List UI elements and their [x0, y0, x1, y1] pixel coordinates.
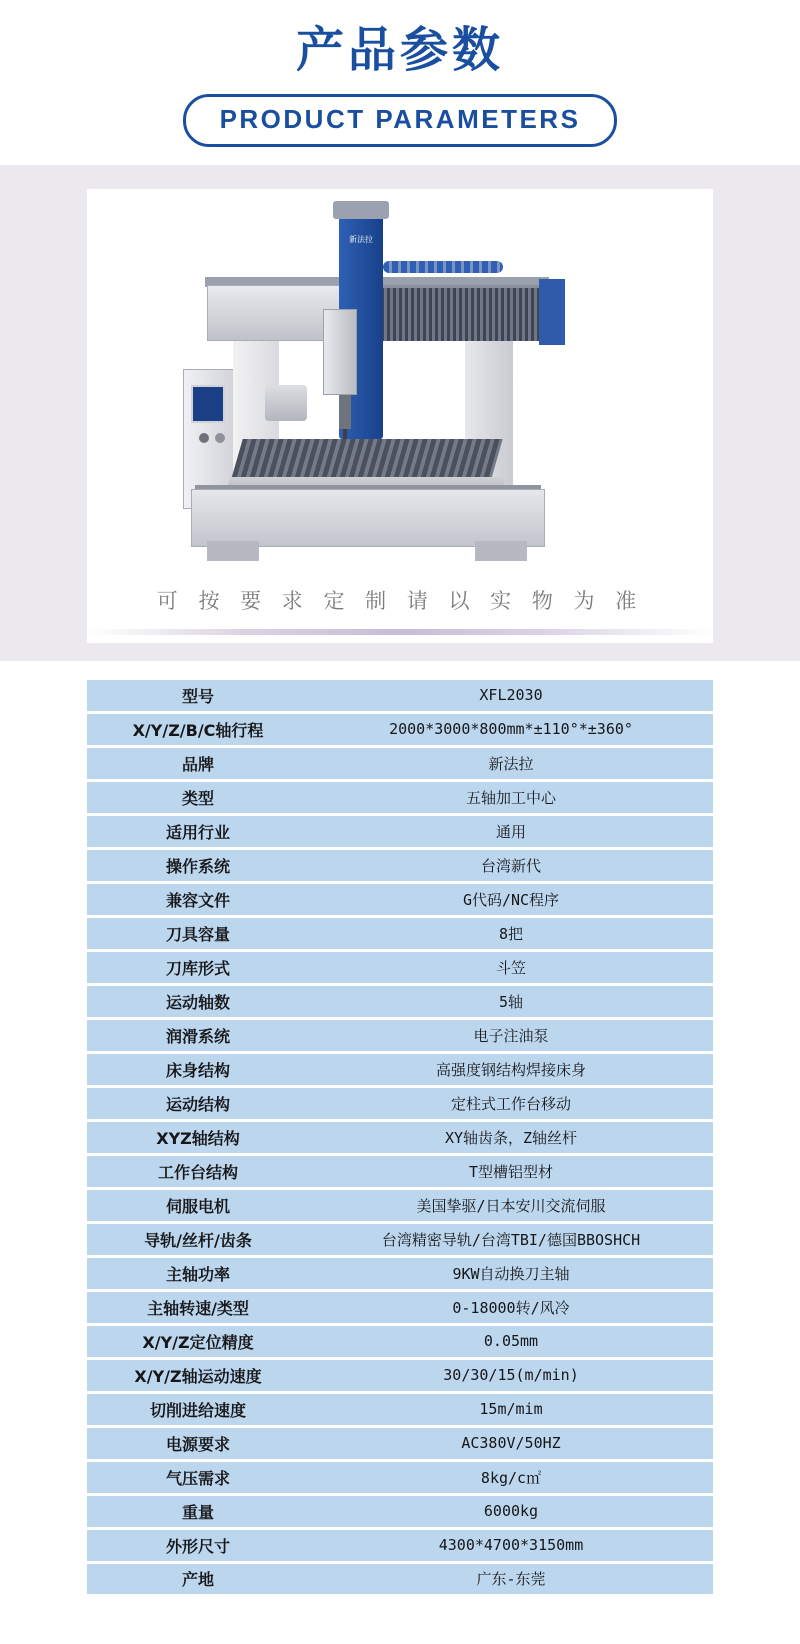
spec-key: 切削进给速度 [87, 1394, 309, 1425]
spec-key: 主轴功率 [87, 1258, 309, 1289]
spec-key: XYZ轴结构 [87, 1122, 309, 1153]
spec-value: 定柱式工作台移动 [309, 1088, 713, 1119]
spec-key: X/Y/Z轴运动速度 [87, 1360, 309, 1391]
photo-caption: 可 按 要 求 定 制 请 以 实 物 为 准 [156, 588, 644, 613]
spec-value: 高强度钢结构焊接床身 [309, 1054, 713, 1085]
spec-key: 床身结构 [87, 1054, 309, 1085]
spec-value: 5轴 [309, 986, 713, 1017]
spec-key: X/Y/Z/B/C轴行程 [87, 714, 309, 745]
spec-value: 15m/mim [309, 1394, 713, 1425]
table-row [87, 1564, 713, 1594]
spec-key: 刀库形式 [87, 952, 309, 983]
spec-key: 重量 [87, 1496, 309, 1527]
page-subtitle-wrap [0, 94, 800, 147]
spec-key: 气压需求 [87, 1462, 309, 1493]
spec-key: 产地 [87, 1564, 309, 1594]
spec-value: 9KW自动换刀主轴 [309, 1258, 713, 1289]
spec-value: XFL2030 [309, 680, 713, 711]
table-row [87, 1326, 713, 1357]
worktable-surface-icon [231, 439, 502, 479]
cable-chain-icon [383, 261, 503, 273]
spec-key: 型号 [87, 680, 309, 711]
table-row [87, 680, 713, 711]
spec-value: 广东-东莞 [309, 1564, 713, 1594]
table-row [87, 1088, 713, 1119]
spec-table-section [0, 661, 800, 1607]
table-row [87, 714, 713, 745]
page-title: 产品参数 [295, 22, 504, 78]
spec-key: 主轴转速/类型 [87, 1292, 309, 1323]
beam-end-cap-icon [539, 279, 565, 345]
spec-key: 电源要求 [87, 1428, 309, 1459]
spec-value: 台湾新代 [309, 850, 713, 881]
machine-base-icon [191, 489, 545, 547]
photo-card-underline [87, 629, 713, 635]
spec-value: 台湾精密导轨/台湾TBI/德国BBOSHCH [309, 1224, 713, 1255]
spec-table-body [87, 680, 713, 1594]
page-subtitle-badge: PRODUCT PARAMETERS [183, 94, 618, 147]
spec-value: 通用 [309, 816, 713, 847]
table-row [87, 1190, 713, 1221]
spec-value: 0-18000转/风冷 [309, 1292, 713, 1323]
spec-value: XY轴齿条，Z轴丝杆 [309, 1122, 713, 1153]
spec-value: 电子注油泵 [309, 1020, 713, 1051]
base-right-foot-icon [475, 541, 527, 561]
spec-key: X/Y/Z定位精度 [87, 1326, 309, 1357]
spindle-icon [339, 395, 351, 429]
spec-key: 运动轴数 [87, 986, 309, 1017]
control-knob-icon [199, 433, 209, 443]
spec-value: 4300*4700*3150mm [309, 1530, 713, 1561]
spec-value: 0.05mm [309, 1326, 713, 1357]
table-row [87, 850, 713, 881]
table-row [87, 1428, 713, 1459]
gantry-top-cap-icon [333, 201, 389, 219]
table-row [87, 884, 713, 915]
spec-value: 五轴加工中心 [309, 782, 713, 813]
spec-key: 外形尺寸 [87, 1530, 309, 1561]
spec-key: 导轨/丝杆/齿条 [87, 1224, 309, 1255]
table-row [87, 952, 713, 983]
spec-value: AC380V/50HZ [309, 1428, 713, 1459]
spec-key: 润滑系统 [87, 1020, 309, 1051]
table-row [87, 1054, 713, 1085]
spec-key: 适用行业 [87, 816, 309, 847]
table-row [87, 1360, 713, 1391]
table-row [87, 782, 713, 813]
table-row [87, 816, 713, 847]
auxiliary-head-icon [265, 385, 307, 421]
spec-key: 兼容文件 [87, 884, 309, 915]
product-photo-card [87, 189, 713, 643]
table-row [87, 1258, 713, 1289]
spec-value: 2000*3000*800mm*±110°*±360° [309, 714, 713, 745]
table-row [87, 1020, 713, 1051]
table-row [87, 1224, 713, 1255]
table-row [87, 986, 713, 1017]
table-row [87, 1122, 713, 1153]
table-row [87, 1462, 713, 1493]
spec-value: T型槽铝型材 [309, 1156, 713, 1187]
spec-key: 伺服电机 [87, 1190, 309, 1221]
spec-value: 30/30/15(m/min) [309, 1360, 713, 1391]
base-left-foot-icon [207, 541, 259, 561]
spec-key: 运动结构 [87, 1088, 309, 1119]
spec-key: 品牌 [87, 748, 309, 779]
table-row [87, 1496, 713, 1527]
spec-key: 刀具容量 [87, 918, 309, 949]
table-row [87, 1156, 713, 1187]
spec-table [87, 677, 713, 1597]
spec-value: 美国挚驱/日本安川交流伺服 [309, 1190, 713, 1221]
table-row [87, 1394, 713, 1425]
table-row [87, 918, 713, 949]
spec-key: 操作系统 [87, 850, 309, 881]
machine-illustration [87, 189, 713, 579]
page-bottom-spacer [0, 1597, 800, 1607]
machine-logo-text: 新法拉 [349, 234, 373, 244]
spec-value: 8kg/c㎡ [309, 1462, 713, 1493]
spec-value: 8把 [309, 918, 713, 949]
table-row [87, 1292, 713, 1323]
spec-value: G代码/NC程序 [309, 884, 713, 915]
page-header [0, 0, 800, 165]
spec-key: 类型 [87, 782, 309, 813]
spec-value: 6000kg [309, 1496, 713, 1527]
control-screen-icon [191, 385, 225, 423]
spindle-head-icon [323, 309, 357, 395]
spec-key: 工作台结构 [87, 1156, 309, 1187]
control-knob-secondary-icon [215, 433, 225, 443]
spec-value: 斗笠 [309, 952, 713, 983]
table-row [87, 748, 713, 779]
table-row [87, 1530, 713, 1561]
spec-value: 新法拉 [309, 748, 713, 779]
product-photo-banner [0, 165, 800, 661]
